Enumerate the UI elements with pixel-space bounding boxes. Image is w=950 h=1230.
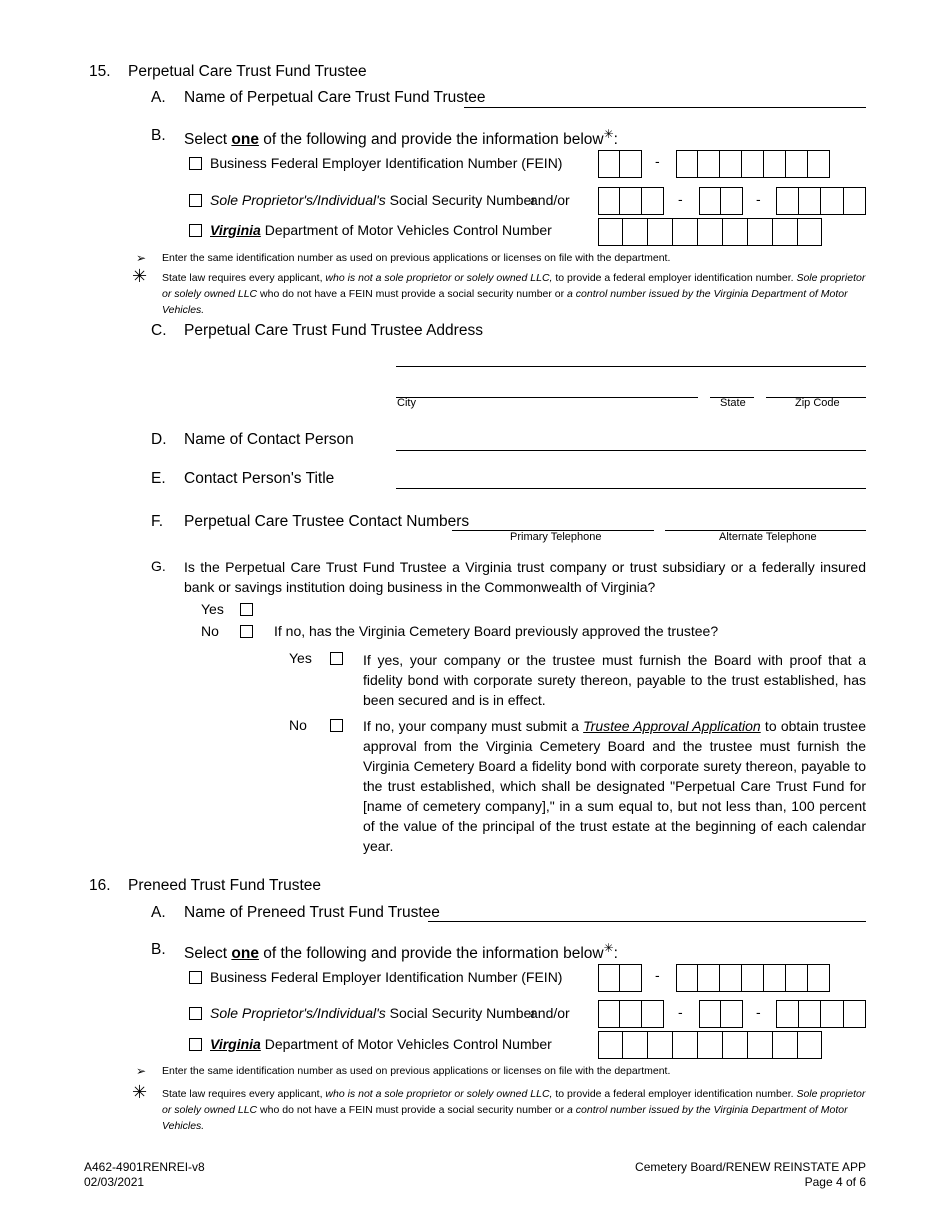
asterisk-icon: ✳	[132, 1082, 148, 1102]
s16-a-letter: A.	[151, 904, 166, 921]
s15-g-sub-yes-text: If yes, your company or the trustee must furnish the Board with proof that a fidelity bond with corporate surety thereon, payable to the trust established, has been secured and is in effect.	[363, 652, 866, 708]
s15-e-letter: E.	[151, 470, 166, 487]
s15-city-field[interactable]	[396, 397, 698, 398]
s16-dmv-checkbox[interactable]	[189, 1038, 202, 1051]
s15-zip-label: Zip Code	[795, 397, 840, 409]
s15-g-no-question: If no, has the Virginia Cemetery Board previously approved the trustee?	[274, 623, 719, 639]
s15-primary-phone-label: Primary Telephone	[510, 531, 602, 543]
s15-f-label: Perpetual Care Trustee Contact Numbers	[184, 513, 470, 530]
s15-fein-dash: -	[655, 153, 660, 169]
s15-note-1: Enter the same identification number as used on previous applications or licenses on file with the department.	[162, 252, 671, 264]
s15-g-yes-label: Yes	[201, 601, 224, 617]
s15-d-letter: D.	[151, 431, 167, 448]
s15-fein-checkbox[interactable]	[189, 157, 202, 170]
s15-ssn-label: Sole Proprietor's/Individual's Social Security Number	[210, 192, 536, 208]
s15-f-letter: F.	[151, 513, 164, 530]
s16-a-label: Name of Preneed Trust Fund Trustee	[184, 904, 440, 921]
s15-a-letter: A.	[151, 89, 166, 106]
arrow-bullet-icon: ➢	[136, 1064, 147, 1078]
s16-ssn-label: Sole Proprietor's/Individual's Social Security Number	[210, 1005, 536, 1021]
s15-contact-person-field[interactable]	[396, 450, 866, 451]
s15-ssn-checkbox[interactable]	[189, 194, 202, 207]
s15-g-question: Is the Perpetual Care Trust Fund Trustee a Virginia trust company or trust subsidiary or a federally insured bank or savings institution doing business in the Commonwealth of Virginia?	[184, 559, 866, 595]
s16-fein-label: Business Federal Employer Identification Number (FEIN)	[210, 969, 563, 985]
s15-dmv-boxes[interactable]	[598, 218, 822, 246]
asterisk-icon: ✳	[603, 127, 614, 141]
s16-dmv-label: Virginia Department of Motor Vehicles Control Number	[210, 1036, 552, 1052]
footer-form-id: A462-4901RENREI-v8	[84, 1160, 205, 1174]
s16-andor: and/or	[530, 1005, 570, 1021]
s15-ssn-dash-1: -	[678, 191, 683, 207]
s15-g-sub-no-label: No	[289, 717, 307, 733]
s16-fein-boxes-2[interactable]	[676, 964, 830, 992]
s16-b-label: Select one of the following and provide the information below✳:	[184, 941, 618, 963]
footer-title: Cemetery Board/RENEW REINSTATE APP	[635, 1160, 866, 1174]
footer-right	[635, 1160, 866, 1190]
s16-note-1: Enter the same identification number as used on previous applications or licenses on file with the department.	[162, 1065, 671, 1077]
s15-b-label: Select one of the following and provide the information below✳:	[184, 127, 618, 149]
arrow-bullet-icon: ➢	[136, 251, 147, 265]
s15-ssn-boxes-2[interactable]	[699, 187, 743, 215]
s16-note-2: State law requires every applicant, who is not a sole proprietor or solely owned LLC, to provide a federal employer identification number. Sole proprietor or solely owned LLC who do not have a FEIN must provide a social security number or a control number issued by the Virginia Department of Motor Vehicles.	[162, 1088, 866, 1132]
section-15-number: 15.	[89, 63, 111, 80]
s15-city-label: City	[397, 397, 416, 409]
s15-g-no-label: No	[201, 623, 219, 639]
s16-trustee-name-field[interactable]	[428, 921, 866, 922]
s15-state-label: State	[720, 397, 746, 409]
s16-ssn-dash-1: -	[678, 1004, 683, 1020]
s15-contact-title-field[interactable]	[396, 488, 866, 489]
s15-alternate-phone-label: Alternate Telephone	[719, 531, 817, 543]
s16-ssn-boxes-2[interactable]	[699, 1000, 743, 1028]
s15-fein-label: Business Federal Employer Identification Number (FEIN)	[210, 155, 563, 171]
s15-dmv-checkbox[interactable]	[189, 224, 202, 237]
s15-note-2: State law requires every applicant, who is not a sole proprietor or solely owned LLC, to provide a federal employer identification number. Sole proprietor or solely owned LLC who do not have a FEIN must provide a social security number or a control number issued by the Virginia Department of Motor Vehicles.	[162, 272, 866, 316]
s16-ssn-boxes-1[interactable]	[598, 1000, 664, 1028]
s15-a-label: Name of Perpetual Care Trust Fund Trustee	[184, 89, 486, 106]
footer-date: 02/03/2021	[84, 1175, 145, 1189]
s15-trustee-name-field[interactable]	[464, 107, 866, 108]
section-16-title: Preneed Trust Fund Trustee	[128, 877, 321, 894]
footer-left	[84, 1160, 205, 1190]
s16-fein-checkbox[interactable]	[189, 971, 202, 984]
s16-fein-boxes-1[interactable]	[598, 964, 642, 992]
s15-b-letter: B.	[151, 127, 166, 144]
s15-g-sub-no-checkbox[interactable]	[330, 719, 343, 732]
s15-street-field[interactable]	[396, 366, 866, 367]
s15-g-sub-no-text: If no, your company must submit a Trustee Approval Application to obtain trustee approval from the Virginia Cemetery Board and the trustee must furnish the Virginia Cemetery Board a fidelity bond with corporate surety thereon, payable to the trust established, which shall be designated "Perpetual Care Trust Fund for [name of cemetery company]," in a sum equal to, but not less than, 100 percent of the value of the principal of the trust estate at the beginning of each calendar year.	[363, 718, 866, 854]
s15-c-label: Perpetual Care Trust Fund Trustee Address	[184, 322, 483, 339]
s16-ssn-boxes-3[interactable]	[776, 1000, 866, 1028]
s15-ssn-boxes-1[interactable]	[598, 187, 664, 215]
s16-fein-dash: -	[655, 967, 660, 983]
s15-fein-boxes-1[interactable]	[598, 150, 642, 178]
asterisk-icon: ✳	[603, 941, 614, 955]
s15-g-letter: G.	[151, 558, 166, 574]
s16-ssn-dash-2: -	[756, 1004, 761, 1020]
section-15-title: Perpetual Care Trust Fund Trustee	[128, 63, 367, 80]
section-16-number: 16.	[89, 877, 111, 894]
s16-b-letter: B.	[151, 941, 166, 958]
s15-ssn-dash-2: -	[756, 191, 761, 207]
s16-dmv-boxes[interactable]	[598, 1031, 822, 1059]
s15-dmv-label: Virginia Department of Motor Vehicles Control Number	[210, 222, 552, 238]
s15-g-sub-yes-label: Yes	[289, 650, 312, 666]
s15-andor: and/or	[530, 192, 570, 208]
s15-ssn-boxes-3[interactable]	[776, 187, 866, 215]
footer-page-number: Page 4 of 6	[804, 1175, 866, 1189]
asterisk-icon: ✳	[132, 266, 148, 286]
s15-g-no-checkbox[interactable]	[240, 625, 253, 638]
s15-g-sub-yes-checkbox[interactable]	[330, 652, 343, 665]
s16-ssn-checkbox[interactable]	[189, 1007, 202, 1020]
s15-g-yes-checkbox[interactable]	[240, 603, 253, 616]
s15-fein-boxes-2[interactable]	[676, 150, 830, 178]
s15-d-label: Name of Contact Person	[184, 431, 354, 448]
s15-e-label: Contact Person's Title	[184, 470, 335, 487]
s15-c-letter: C.	[151, 322, 167, 339]
trustee-approval-application-link[interactable]: Trustee Approval Application	[583, 718, 761, 734]
